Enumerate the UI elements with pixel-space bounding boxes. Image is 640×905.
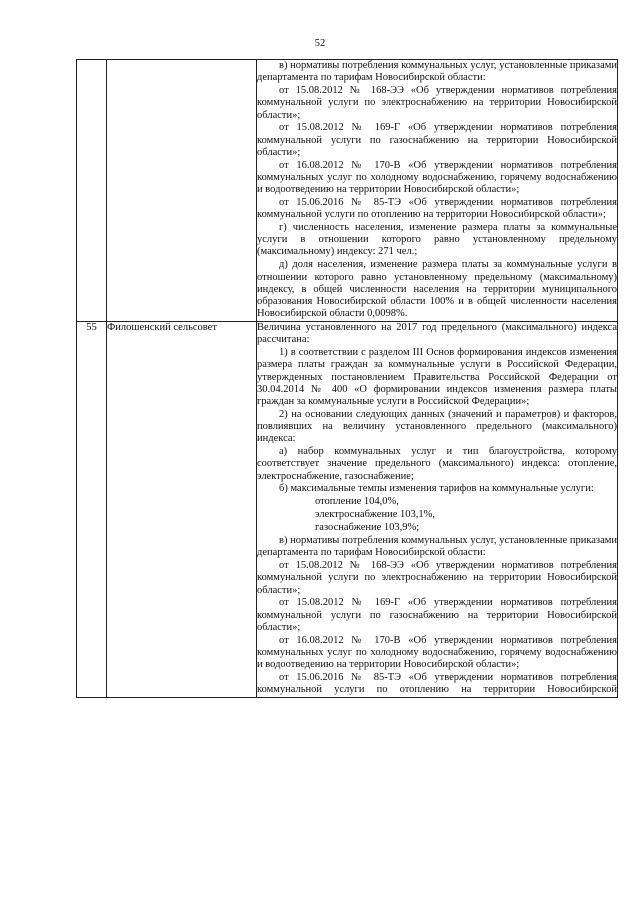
- municipality-name-cell: Филошенский сельсовет: [107, 322, 257, 698]
- paragraph: Величина установленного на 2017 год предельного (максимального) индекса рассчитана:: [257, 322, 617, 346]
- row-number-cell: 55: [77, 322, 107, 698]
- paragraph: а) набор коммунальных услуг и тип благоустройства, которому соответствует значение предельного (максимального) индекса: отопление, электроснабжение, газоснабжение;: [257, 446, 617, 482]
- paragraph: б) максимальные темпы изменения тарифов на коммунальные услуги:: [279, 483, 594, 495]
- row-number-cell: [77, 60, 107, 322]
- paragraph: от 15.08.2012 № 169-Г «Об утверждении нормативов потребления коммунальной услуги по газоснабжению на территории Новосибирской области»;: [257, 597, 617, 633]
- paragraph: в) нормативы потребления коммунальных услуг, установленные приказами департамента по тарифам Новосибирской области:: [257, 60, 617, 84]
- paragraph: электроснабжение 103,1%,: [315, 509, 435, 521]
- paragraph: отопление 104,0%,: [315, 496, 399, 508]
- paragraph: от 15.08.2012 № 169-Г «Об утверждении нормативов потребления коммунальной услуги по газоснабжению на территории Новосибирской области»;: [257, 122, 617, 158]
- paragraph: от 15.06.2016 № 85-ТЭ «Об утверждении нормативов потребления коммунальной услуги по отоплению на территории Новосибирской области»;: [257, 196, 617, 221]
- paragraph: от 15.08.2012 № 168-ЭЭ «Об утверждении нормативов потребления коммунальной услуги по электроснабжению на территории Новосибирской области»;: [257, 85, 617, 121]
- table-row: [77, 60, 618, 322]
- paragraph: г) численность населения, изменение размера платы за коммунальные услуги в отношении которого равно установленному предельному (максимальному) индексу: 271 чел.;: [257, 222, 617, 258]
- paragraph: от 16.08.2012 № 170-В «Об утверждении нормативов потребления коммунальных услуг по холодному водоснабжению, горячему водоснабжению и водоотведению на территории Новосибирской области»;: [257, 159, 617, 196]
- paragraph: 2) на основании следующих данных (значений и параметров) и факторов, повлиявших на величину установленного предельного (максимального) индекса:: [257, 408, 617, 445]
- municipality-name-cell: [107, 60, 257, 322]
- paragraph: в) нормативы потребления коммунальных услуг, установленные приказами департамента по тарифам Новосибирской области:: [257, 535, 617, 559]
- description-cell: [257, 322, 618, 698]
- paragraph: 1) в соответствии с разделом III Основ формирования индексов изменения размера платы граждан за коммунальные услуги в Российской Федерации, утвержденных постановлением Правительства Российской Федерации от 30.04.2014 № 400 «О формировании индексов изменения размера платы граждан за коммунальные услуги в Российской Федерации»;: [257, 347, 617, 407]
- paragraph: от 15.06.2016 № 85-ТЭ «Об утверждении нормативов потребления коммунальной услуги по отоплению на территории Новосибирской: [257, 672, 617, 696]
- page-number: 52: [314, 38, 326, 49]
- paragraph: газоснабжение 103,9%;: [315, 522, 420, 534]
- description-cell: [257, 60, 618, 322]
- document-table: [76, 59, 618, 698]
- paragraph: от 15.08.2012 № 168-ЭЭ «Об утверждении нормативов потребления коммунальной услуги по электроснабжению на территории Новосибирской области»;: [257, 560, 617, 596]
- paragraph: от 16.08.2012 № 170-В «Об утверждении нормативов потребления коммунальных услуг по холодному водоснабжению, горячему водоснабжению и водоотведению на территории Новосибирской области»;: [257, 634, 617, 671]
- table-row: [77, 322, 618, 698]
- paragraph: д) доля населения, изменение размера платы за коммунальные услуги в отношении которого равно установленному предельному (максимальному) индексу, в общей численности населения на территории муниципального образования Новосибирской области 100% и в общей численности населения Новосибирской области 0,0098%.: [257, 259, 617, 320]
